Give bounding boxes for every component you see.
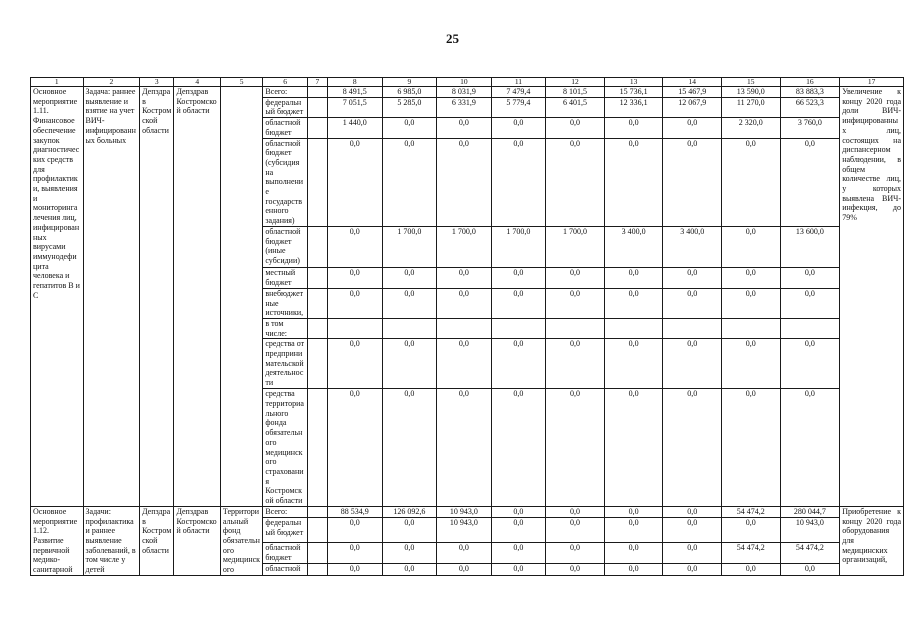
empty-cell (307, 318, 327, 338)
empty-cell (307, 226, 327, 267)
funding-source-label: средства от предпринимательской деятельности (263, 339, 307, 389)
measure-name-cell: Основное мероприятие 1.11. Финансовое обеспечение закупок диагностических средств для профилактики, выявления и мониторинга лечения лиц, инфицированных вирусами иммунодефицита человека и гепатитов В и С (31, 87, 84, 507)
amount-cell: 0,0 (382, 118, 437, 138)
header-cell: 10 (437, 78, 492, 87)
amount-cell: 0,0 (721, 339, 780, 389)
amount-cell: 6 331,9 (437, 97, 492, 117)
header-cell: 12 (546, 78, 605, 87)
header-cell: 17 (840, 78, 904, 87)
amount-cell: 11 270,0 (721, 97, 780, 117)
amount-cell: 13 600,0 (780, 226, 840, 267)
amount-cell: 0,0 (491, 518, 546, 543)
amount-cell: 0,0 (437, 267, 492, 288)
header-cell: 16 (780, 78, 840, 87)
amount-cell: 0,0 (721, 138, 780, 226)
funding-source-label: федеральный бюджет (263, 97, 307, 117)
funding-source-label: средства территориального фонда обязательного медицинского страхования Костромской области (263, 389, 307, 506)
amount-cell: 0,0 (437, 564, 492, 575)
funding-source-label: областной (263, 564, 307, 575)
responsible-executor-cell: Депздрав Костромской области (140, 506, 174, 575)
amount-cell: 0,0 (604, 339, 663, 389)
measure-name-cell: Основное мероприятие 1.12. Развитие первичной медико-санитарной (31, 506, 84, 575)
amount-cell: 0,0 (780, 389, 840, 506)
empty-cell (307, 138, 327, 226)
amount-cell: 13 590,0 (721, 87, 780, 98)
amount-cell: 0,0 (328, 389, 383, 506)
empty-cell (307, 518, 327, 543)
amount-cell: 0,0 (663, 518, 722, 543)
amount-cell: 0,0 (546, 506, 605, 517)
amount-cell: 0,0 (604, 267, 663, 288)
header-cell: 5 (220, 78, 262, 87)
empty-cell (307, 543, 327, 564)
amount-cell (721, 318, 780, 338)
amount-cell: 0,0 (491, 389, 546, 506)
task-cell: Задача: раннее выявление и взятие на учет ВИЧ-инфицированных больных (83, 87, 140, 507)
amount-cell: 0,0 (663, 564, 722, 575)
amount-cell: 0,0 (663, 543, 722, 564)
amount-cell: 6 401,5 (546, 97, 605, 117)
amount-cell: 0,0 (328, 564, 383, 575)
amount-cell: 3 760,0 (780, 118, 840, 138)
amount-cell: 88 534,9 (328, 506, 383, 517)
amount-cell: 5 285,0 (382, 97, 437, 117)
amount-cell: 0,0 (604, 518, 663, 543)
amount-cell: 0,0 (546, 543, 605, 564)
amount-cell (604, 318, 663, 338)
column-number-row (31, 78, 904, 87)
amount-cell: 0,0 (546, 518, 605, 543)
amount-cell: 1 700,0 (437, 226, 492, 267)
header-cell: 15 (721, 78, 780, 87)
amount-cell: 0,0 (328, 138, 383, 226)
amount-cell: 0,0 (546, 564, 605, 575)
header-cell: 3 (140, 78, 174, 87)
amount-cell: 0,0 (663, 288, 722, 318)
amount-cell: 0,0 (780, 339, 840, 389)
amount-cell (328, 318, 383, 338)
amount-cell: 0,0 (780, 138, 840, 226)
funding-source-label: областной бюджет (263, 118, 307, 138)
amount-cell: 0,0 (663, 339, 722, 389)
amount-cell: 0,0 (437, 138, 492, 226)
amount-cell: 0,0 (328, 518, 383, 543)
amount-cell: 0,0 (663, 118, 722, 138)
amount-cell: 0,0 (663, 506, 722, 517)
amount-cell: 0,0 (382, 138, 437, 226)
amount-cell: 1 700,0 (491, 226, 546, 267)
amount-cell: 7 479,4 (491, 87, 546, 98)
amount-cell: 0,0 (382, 267, 437, 288)
amount-cell: 0,0 (437, 118, 492, 138)
amount-cell: 0,0 (546, 339, 605, 389)
amount-cell: 0,0 (328, 226, 383, 267)
amount-cell: 0,0 (604, 288, 663, 318)
participant-cell (220, 87, 262, 507)
amount-cell: 0,0 (663, 267, 722, 288)
amount-cell: 0,0 (328, 339, 383, 389)
participant-cell: Территориальный фонд обязательного медицинского (220, 506, 262, 575)
funding-source-label: местный бюджет (263, 267, 307, 288)
amount-cell: 0,0 (437, 543, 492, 564)
budget-table (30, 77, 904, 576)
amount-cell: 0,0 (546, 288, 605, 318)
amount-cell (780, 318, 840, 338)
table-row (31, 87, 904, 98)
amount-cell: 0,0 (663, 138, 722, 226)
amount-cell: 0,0 (546, 389, 605, 506)
header-cell: 6 (263, 78, 307, 87)
amount-cell: 0,0 (382, 288, 437, 318)
amount-cell: 0,0 (328, 288, 383, 318)
amount-cell (663, 318, 722, 338)
amount-cell: 0,0 (604, 118, 663, 138)
amount-cell: 2 320,0 (721, 118, 780, 138)
amount-cell: 12 336,1 (604, 97, 663, 117)
amount-cell: 0,0 (382, 389, 437, 506)
amount-cell (491, 318, 546, 338)
funding-source-label: Всего: (263, 87, 307, 98)
amount-cell: 0,0 (382, 543, 437, 564)
amount-cell: 0,0 (491, 564, 546, 575)
amount-cell: 1 440,0 (328, 118, 383, 138)
amount-cell: 0,0 (663, 389, 722, 506)
amount-cell: 0,0 (721, 226, 780, 267)
funding-source-label: в том числе: (263, 318, 307, 338)
amount-cell: 10 943,0 (437, 518, 492, 543)
header-cell: 13 (604, 78, 663, 87)
amount-cell: 0,0 (437, 288, 492, 318)
amount-cell: 0,0 (437, 339, 492, 389)
funding-source-label: областной бюджет (263, 543, 307, 564)
amount-cell: 1 700,0 (382, 226, 437, 267)
empty-cell (307, 506, 327, 517)
amount-cell: 8 491,5 (328, 87, 383, 98)
funding-source-label: Всего: (263, 506, 307, 517)
amount-cell: 0,0 (604, 506, 663, 517)
amount-cell: 0,0 (546, 118, 605, 138)
empty-cell (307, 118, 327, 138)
amount-cell: 3 400,0 (663, 226, 722, 267)
header-cell: 8 (328, 78, 383, 87)
amount-cell: 0,0 (328, 267, 383, 288)
amount-cell: 6 985,0 (382, 87, 437, 98)
task-cell: Задачи: профилактика и раннее выявление заболеваний, в том числе у детей (83, 506, 140, 575)
amount-cell: 0,0 (721, 389, 780, 506)
amount-cell: 8 031,9 (437, 87, 492, 98)
funding-source-label: внебюджетные источники, (263, 288, 307, 318)
page-number: 25 (446, 31, 459, 46)
header-cell: 11 (491, 78, 546, 87)
header-cell: 7 (307, 78, 327, 87)
co-executor-cell: Депздрав Костромской области (174, 87, 220, 507)
empty-cell (307, 564, 327, 575)
empty-cell (307, 389, 327, 506)
funding-source-label: областной бюджет (субсидия на выполнение государственного задания) (263, 138, 307, 226)
amount-cell: 0,0 (604, 389, 663, 506)
funding-source-label: федеральный бюджет (263, 518, 307, 543)
empty-cell (307, 339, 327, 389)
amount-cell: 0,0 (491, 138, 546, 226)
amount-cell: 54 474,2 (721, 543, 780, 564)
responsible-executor-cell: Депздрав Костромской области (140, 87, 174, 507)
amount-cell: 0,0 (721, 288, 780, 318)
header-cell: 4 (174, 78, 220, 87)
empty-cell (307, 267, 327, 288)
amount-cell: 5 779,4 (491, 97, 546, 117)
amount-cell: 15 736,1 (604, 87, 663, 98)
empty-cell (307, 87, 327, 98)
header-cell: 14 (663, 78, 722, 87)
amount-cell: 0,0 (491, 267, 546, 288)
amount-cell: 3 400,0 (604, 226, 663, 267)
amount-cell: 54 474,2 (780, 543, 840, 564)
amount-cell: 0,0 (382, 339, 437, 389)
amount-cell: 0,0 (491, 339, 546, 389)
amount-cell: 7 051,5 (328, 97, 383, 117)
amount-cell (437, 318, 492, 338)
amount-cell: 0,0 (382, 564, 437, 575)
amount-cell: 0,0 (491, 543, 546, 564)
amount-cell: 10 943,0 (780, 518, 840, 543)
header-cell: 9 (382, 78, 437, 87)
amount-cell: 0,0 (721, 518, 780, 543)
amount-cell: 8 101,5 (546, 87, 605, 98)
amount-cell: 66 523,3 (780, 97, 840, 117)
table-row (31, 506, 904, 517)
expected-result-cell: Приобретение к концу 2020 года оборудования для медицинских организаций, (840, 506, 904, 575)
amount-cell: 0,0 (546, 267, 605, 288)
amount-cell: 0,0 (780, 564, 840, 575)
co-executor-cell: Депздрав Костромской области (174, 506, 220, 575)
amount-cell: 0,0 (780, 267, 840, 288)
header-cell: 1 (31, 78, 84, 87)
funding-source-label: областной бюджет (иные субсидии) (263, 226, 307, 267)
amount-cell: 54 474,2 (721, 506, 780, 517)
header-cell: 2 (83, 78, 140, 87)
empty-cell (307, 97, 327, 117)
amount-cell: 126 092,6 (382, 506, 437, 517)
amount-cell: 0,0 (491, 118, 546, 138)
amount-cell: 0,0 (780, 288, 840, 318)
amount-cell: 0,0 (382, 518, 437, 543)
amount-cell: 0,0 (491, 506, 546, 517)
amount-cell: 1 700,0 (546, 226, 605, 267)
amount-cell: 83 883,3 (780, 87, 840, 98)
amount-cell: 0,0 (491, 288, 546, 318)
expected-result-cell: Увеличение к концу 2020 года доли ВИЧ-инфицированных лиц, состоящих на диспансерном наблюдении, в общем количестве лиц, у которых выявлена ВИЧ-инфекция, до 79% (840, 87, 904, 507)
amount-cell: 0,0 (328, 543, 383, 564)
amount-cell: 0,0 (604, 564, 663, 575)
amount-cell: 12 067,9 (663, 97, 722, 117)
amount-cell: 15 467,9 (663, 87, 722, 98)
amount-cell: 280 044,7 (780, 506, 840, 517)
amount-cell: 0,0 (604, 138, 663, 226)
empty-cell (307, 288, 327, 318)
amount-cell: 0,0 (604, 543, 663, 564)
amount-cell (546, 318, 605, 338)
amount-cell: 0,0 (721, 564, 780, 575)
amount-cell: 0,0 (437, 389, 492, 506)
amount-cell: 0,0 (546, 138, 605, 226)
amount-cell: 0,0 (721, 267, 780, 288)
amount-cell (382, 318, 437, 338)
amount-cell: 10 943,0 (437, 506, 492, 517)
